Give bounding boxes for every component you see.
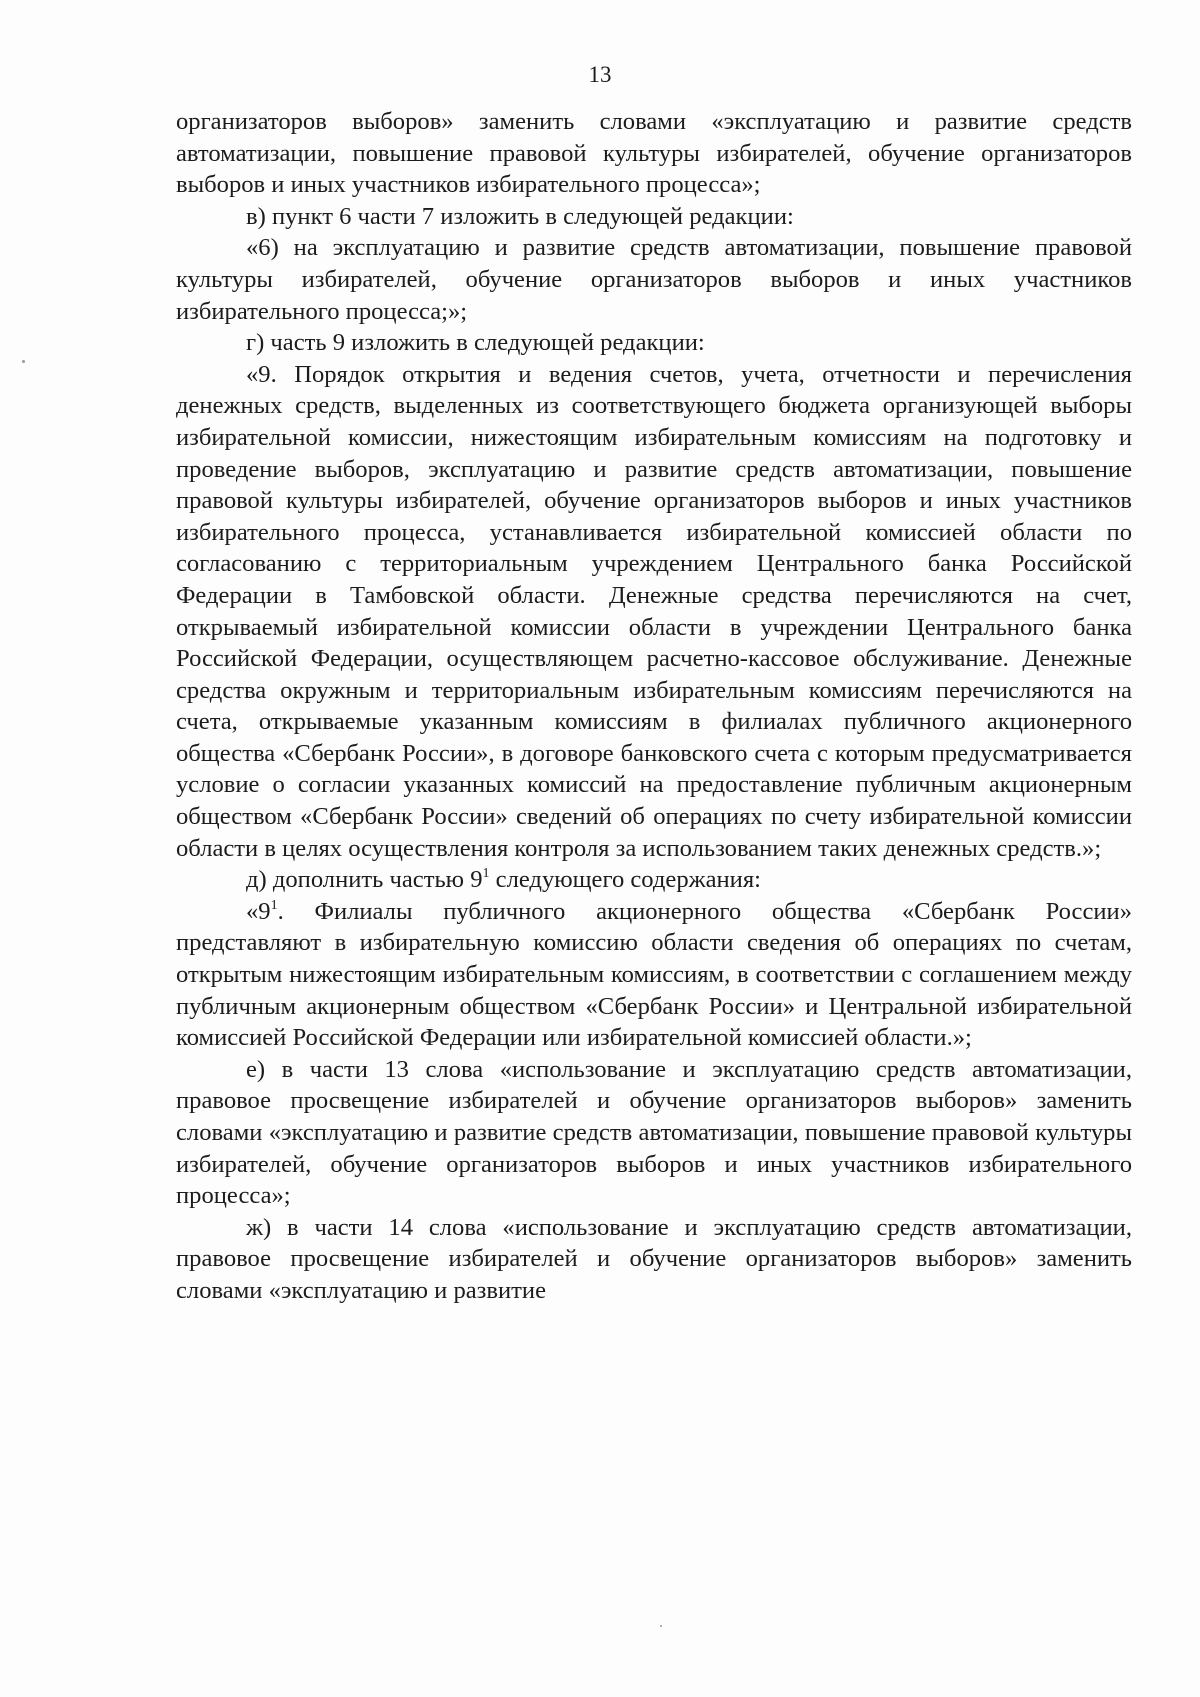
paragraph-quote-9-1	[176, 896, 1132, 1054]
paragraph-item-d	[176, 864, 1132, 896]
scan-speck	[660, 1625, 662, 1627]
paragraph-continuation: организаторов выборов» заменить словами «эксплуатацию и развитие средств автоматизации, повышение правовой культуры избирателей, обучение организаторов выборов и иных участников избирательного процесса»;	[176, 108, 1132, 199]
quote-9-1-number: «9	[246, 897, 271, 925]
paragraph-item-zh: ж) в части 14 слова «использование и эксплуатацию средств автоматизации, правовое просвещение избирателей и обучение организаторов выборов» заменить словами «эксплуатацию и развитие	[176, 1213, 1132, 1304]
quote-9-1-text: . Филиалы публичного акционерного общества «Сбербанк России» представляют в избирательную комиссию области сведения об операциях по счетам, открытым нижестоящим избирательным комиссиям, в соответствии с соглашением между публичным акционерным обществом «Сбербанк России» и Центральной избирательной комиссией Российской Федерации или избирательной комиссией области.»;	[176, 897, 1132, 1052]
item-d-superscript: 1	[482, 866, 490, 882]
paragraph-item-g: г) часть 9 изложить в следующей редакции:	[246, 329, 705, 357]
paragraph-quote-9: «9. Порядок открытия и ведения счетов, учета, отчетности и перечисления денежных средств, выделенных из соответствующего бюджета организующей выборы избирательной комиссии, нижестоящим избирательным комиссиям на подготовку и проведение выборов, эксплуатацию и развитие средств автоматизации, повышение правовой культуры избирателей, обучение организаторов выборов и иных участников избирательного процесса, устанавливается избирательной комиссией области по согласованию с территориальным учреждением Центрального банка Российской Федерации в Тамбовской области. Денежные средства перечисляются на счет, открываемый избирательной комиссии области в учреждении Центрального банка Российской Федерации, осуществляющем расчетно-кассовое обслуживание. Денежные средства окружным и территориальным избирательным комиссиям перечисляются на счета, открываемые указанным комиссиям в филиалах публичного акционерного общества «Сбербанк России», в договоре банковского счета с которым предусматривается условие о согласии указанных комиссий на предоставление публичным акционерным обществом «Сбербанк России» сведений об операциях по счету избирательной комиссии области в целях осуществления контроля за использованием таких денежных средств.»;	[176, 360, 1132, 862]
paragraph-quote-6: «6) на эксплуатацию и развитие средств автоматизации, повышение правовой культуры избирателей, обучение организаторов выборов и иных участников избирательного процесса;»;	[176, 234, 1132, 325]
item-d-text: д) дополнить частью 9	[246, 866, 483, 894]
quote-9-1-superscript: 1	[270, 897, 278, 913]
page-number: 13	[588, 62, 612, 87]
paragraph-item-v: в) пункт 6 части 7 изложить в следующей редакции:	[246, 202, 794, 230]
document-body	[176, 106, 1132, 1307]
paragraph-item-e: е) в части 13 слова «использование и эксплуатацию средств автоматизации, правовое просвещение избирателей и обучение организаторов выборов» заменить словами «эксплуатацию и развитие средств автоматизации, повышение правовой культуры избирателей, обучение организаторов выборов и иных участников избирательного процесса»;	[176, 1055, 1132, 1210]
item-d-text-end: следующего содержания:	[489, 866, 761, 894]
scan-speck	[22, 360, 25, 363]
